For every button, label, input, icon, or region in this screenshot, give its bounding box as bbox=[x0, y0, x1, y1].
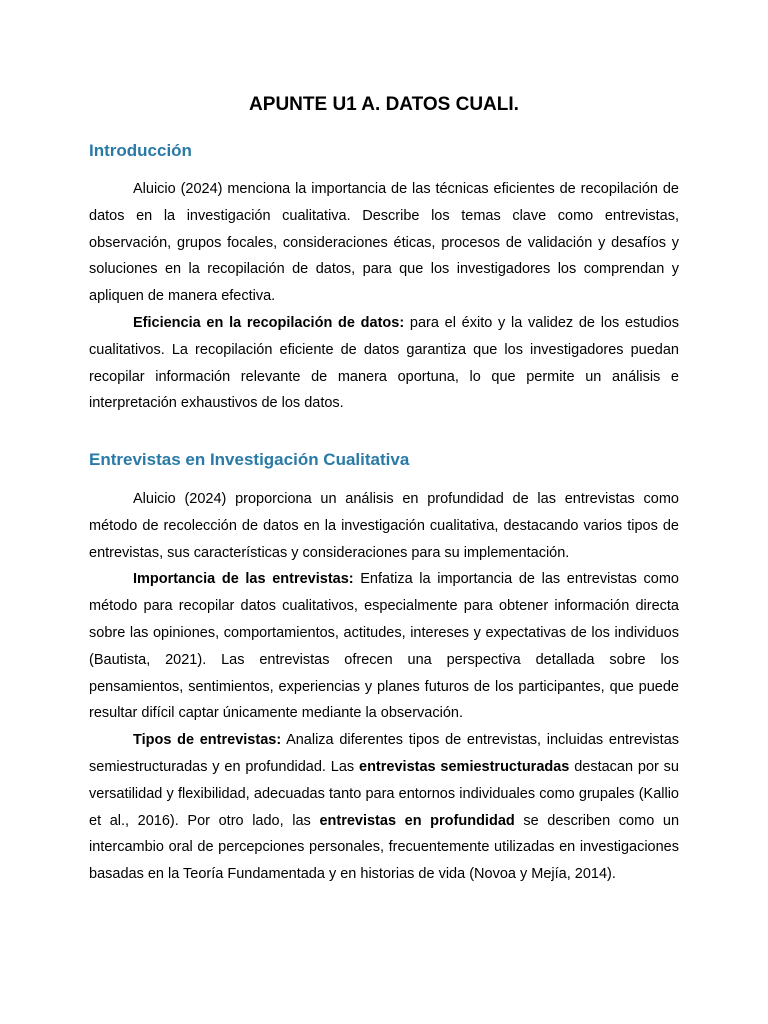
paragraph: Aluicio (2024) menciona la importancia de las técnicas eficientes de recopilación de datos en la investigación cualitativa. Describe los temas clave como entrevistas, observación, grupos focales, consideraciones éticas, procesos de validación y desafíos y soluciones en la recopilación de datos, para que los investigadores los comprendan y apliquen de manera efectiva. bbox=[89, 181, 679, 305]
paragraph-lead-bold: Tipos de entrevistas: bbox=[133, 732, 282, 749]
paragraph-text: Analiza diferentes tipos de entrevistas, incluidas entrevistas semiestructuradas y en profundidad. Las bbox=[89, 732, 680, 775]
section-heading-introduccion: Introducción bbox=[89, 141, 192, 160]
paragraph bbox=[89, 566, 679, 727]
paragraph-text: se describen como un intercambio oral de percepciones personales, frecuentemente utilizadas en investigaciones basadas en la Teoría Fundamentada y en historias de vida (Novoa y Mejía, 2014). bbox=[89, 812, 680, 883]
paragraph-text: Enfatiza la importancia de las entrevistas como método para recopilar datos cualitativos, especialmente para obtener información directa sobre las opiniones, comportamientos, actitudes, intereses y expectativas de los individuos (Bautista, 2021). Las entrevistas ofrecen una perspectiva detallada sobre los pensamientos, sentimientos, experiencias y planes futuros de los participantes, que puede resultar difícil captar únicamente mediante la observación. bbox=[89, 571, 679, 722]
paragraph-lead-bold: Eficiencia en la recopilación de datos: bbox=[133, 314, 405, 331]
paragraph: Aluicio (2024) proporciona un análisis en profundidad de las entrevistas como método de recolección de datos en la investigación cualitativa, destacando varios tipos de entrevistas, sus características y consideraciones para su implementación. bbox=[89, 491, 679, 561]
document-title: APUNTE U1 A. DATOS CUALI. bbox=[249, 94, 519, 115]
section-heading-entrevistas: Entrevistas en Investigación Cualitativa bbox=[89, 450, 410, 469]
section-body-entrevistas bbox=[89, 486, 679, 888]
paragraph bbox=[89, 727, 679, 888]
paragraph bbox=[89, 310, 679, 417]
section-body-introduccion bbox=[89, 176, 679, 417]
inline-bold-term: entrevistas en profundidad bbox=[319, 812, 515, 829]
paragraph-text: destacan por su versatilidad y flexibilidad, adecuadas tanto para entornos individuales como grupales (Kallio et al., 2016). Por otro lado, las bbox=[89, 758, 679, 829]
paragraph-lead-bold: Importancia de las entrevistas: bbox=[133, 571, 354, 588]
inline-bold-term: entrevistas semiestructuradas bbox=[359, 758, 570, 775]
paragraph-text: para el éxito y la validez de los estudios cualitativos. La recopilación eficiente de datos garantiza que los investigadores puedan recopilar información relevante de manera oportuna, lo que permite un análisis e interpretación exhaustivos de los datos. bbox=[89, 314, 679, 412]
